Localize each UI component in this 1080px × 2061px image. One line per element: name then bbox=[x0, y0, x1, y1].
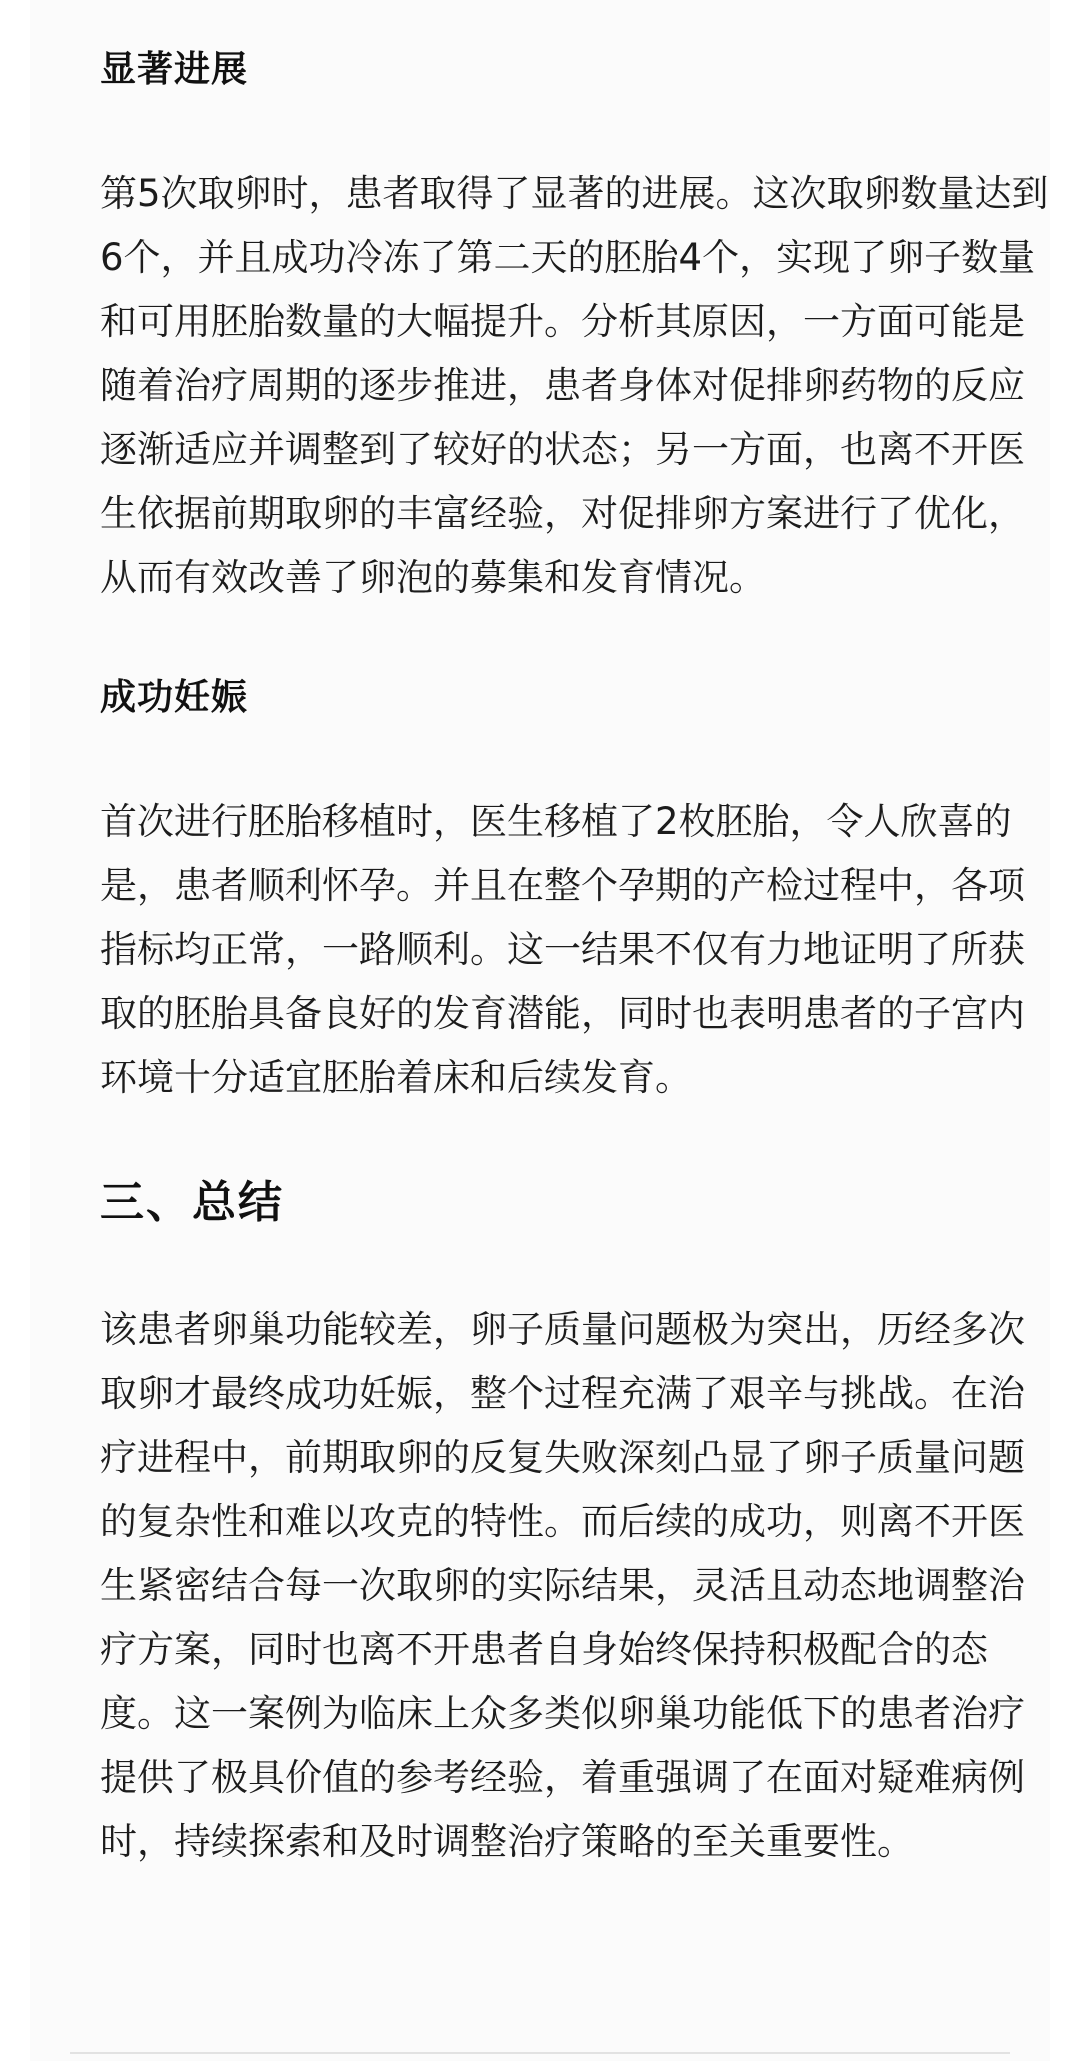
section-paragraph-pregnancy: 首次进行胚胎移植时，医生移植了2枚胚胎，令人欣喜的是，患者顺利怀孕。并且在整个孕期的产检过程中，各项指标均正常，一路顺利。这一结果不仅有力地证明了所获取的胚胎具备良好的发育潜能，同时也表明患者的子宫内环境十分适宜胚胎着床和后续发育。 bbox=[100, 800, 1025, 1099]
section-paragraph-summary: 该患者卵巢功能较差，卵子质量问题极为突出，历经多次取卵才最终成功妊娠，整个过程充满了艰辛与挑战。在治疗进程中，前期取卵的反复失败深刻凸显了卵子质量问题的复杂性和难以攻克的特性。而后续的成功，则离不开医生紧密结合每一次取卵的实际结果，灵活且动态地调整治疗方案，同时也离不开患者自身始终保持积极配合的态度。这一案例为临床上众多类似卵巢功能低下的患者治疗提供了极具价值的参考经验，着重强调了在面对疑难病例时，持续探索和及时调整治疗策略的至关重要性。 bbox=[100, 1308, 1025, 1863]
section-heading-pregnancy: 成功妊娠 bbox=[100, 677, 249, 718]
bottom-divider bbox=[70, 2052, 1010, 2054]
section-paragraph-progress: 第5次取卵时，患者取得了显著的进展。这次取卵数量达到6个，并且成功冷冻了第二天的胚胎4个，实现了卵子数量和可用胚胎数量的大幅提升。分析其原因，一方面可能是随着治疗周期的逐步推进，患者身体对促排卵药物的反应逐渐适应并调整到了较好的状态；另一方面，也离不开医生依据前期取卵的丰富经验，对促排卵方案进行了优化，从而有效改善了卵泡的募集和发育情况。 bbox=[100, 172, 1049, 599]
section-heading-summary: 三、总结 bbox=[100, 1177, 284, 1228]
article-body bbox=[100, 38, 1050, 1874]
section-heading-progress: 显著进展 bbox=[100, 49, 249, 90]
article-card bbox=[30, 0, 1050, 2061]
